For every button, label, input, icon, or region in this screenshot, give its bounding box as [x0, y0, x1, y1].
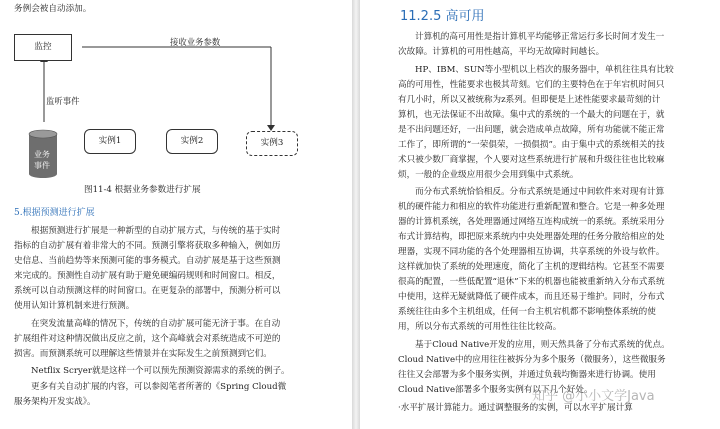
r-para1-line: 次故障。计算机的可用性越高，平均无故障时间越长。	[398, 47, 605, 57]
instance1-box: 实例1	[84, 129, 136, 154]
r-para4-line: ·水平扩展计算能力。通过调整服务的实例，可以水平扩展计算	[398, 403, 633, 413]
db-label-2: 事件	[34, 161, 50, 170]
subheading-predictive-scaling: 5.根据预测进行扩展	[14, 208, 95, 218]
r-para4-line: 基于Cloud Native开发的应用，则天然具备了分布式系统的优点。	[415, 340, 670, 350]
r-para2-line: 算机，也无法保证不出故障。集中式的系统的一个最大的问题在于，就	[398, 110, 665, 120]
para2-line: 在突发流量高峰的情况下，传统的自动扩展可能无济于事。在自动	[31, 319, 281, 329]
r-para3-line: 用，所以分布式系统的可用性往往比较高。	[398, 322, 562, 332]
r-para3-line: 这样就加快了系统的处理速度，简化了主机的逻辑结构。它甚至不需要	[398, 262, 665, 272]
watermark: 知乎 @小小文学Java	[532, 389, 655, 404]
r-para3-line: 布式计算结构，即把原来系统内中央处理器处理的任务分散给相应的处	[398, 232, 665, 242]
para1-line: 来完成的。预测性自动扩展有助于避免硬编码规则和时间窗口。相反，	[14, 271, 281, 281]
para3-line: Netflix Scryer就是这样一个可以预先预测资源需求的系统的例子。	[31, 366, 290, 376]
r-para3-line: 很高的配置，一些低配置“退休”下来的机器也能被重新纳入分布式系统	[398, 277, 665, 287]
r-para2-line: 是不出问题还好，一出问题，就会造成单点故障，所有功能就不能正常	[398, 125, 665, 135]
para1-line: 根据预测进行扩展是一种新型的自动扩展方式，与传统的基于实时	[31, 226, 281, 236]
book-gutter	[352, 0, 360, 429]
r-para3-line: 器的计算机系统，各处理器通过网络互连构成统一的系统。系统采用分	[398, 217, 665, 227]
r-para4-line: Cloud Native部署多个服务实例有以下几个好处。	[398, 385, 593, 395]
para1-line: 使用认知计算机制来进行预测。	[14, 301, 135, 311]
section-title: 11.2.5 高可用	[400, 9, 485, 24]
para4-line: 更多有关自动扩展的内容，可以参阅笔者所著的《Spring Cloud微	[31, 382, 287, 392]
r-para2-line: 工作了，即所谓的“一荣俱荣，一损俱损”。由于集中式的系统相关的技	[398, 140, 665, 150]
monitor-box: 监控	[14, 34, 72, 61]
r-para3-line: 理器，实现不同功能的各个处理器相互协调，共享系统的外设与软件。	[398, 247, 665, 257]
top-line: 务例会被自动添加。	[14, 4, 92, 14]
left-page	[0, 0, 352, 429]
instance3-box: 实例3	[246, 131, 298, 156]
r-para2-line: HP、IBM、SUN等小型机以上档次的服务器中，单机往往具有比较	[415, 65, 674, 75]
para1-line: 指标的自动扩展有着非常大的不同。预测引擎将获取多种输入，例如历	[14, 241, 281, 251]
r-para4-line: Cloud Native中的应用往往被拆分为多个服务（微服务），这些微服务	[398, 355, 666, 365]
receive-params-label: 接收业务参数	[170, 37, 221, 47]
r-para1-line: 计算机的高可用性是指计算机平均能够正常运行多长时间才发生一	[415, 32, 665, 42]
para1-line: 史信息、当前趋势等来预测可能的事务模式。自动扩展是基于这些预测	[14, 256, 281, 266]
para2-line: 扩展组件对这种情况做出反应之前，这个高峰就会对系统造成不可逆的	[14, 334, 281, 344]
figure-caption: 图11-4 根据业务参数进行扩展	[84, 185, 201, 195]
r-para4-line: 往往又会部署为多个服务实例，并通过负载均衡器来进行协调。使用	[398, 370, 656, 380]
para4-line: 服务架构开发实战》。	[14, 397, 96, 407]
r-para2-line: 有几小时，所以又被统称为z系列。但即便是上述性能要求最苛刻的计	[398, 95, 661, 105]
r-para2-line: 术只被少数厂商掌握，个人要对这些系统进行扩展和升级往往也比较麻	[398, 155, 665, 165]
listen-events-label: 监听事件	[46, 96, 80, 106]
para2-line: 损害。而预测系统可以理解这些情景并在实际发生之前预测到它们。	[14, 349, 272, 359]
para1-line: 系统可以自动预测这样的时间窗口。在更复杂的部署中，预测分析可以	[14, 286, 281, 296]
r-para3-line: 中使用，这样无疑就降低了硬件成本，而且还易于维护。同时，分布式	[398, 292, 665, 302]
r-para3-line: 系统往往由多个主机组成，任何一台主机宕机都不影响整体系统的使	[398, 307, 656, 317]
r-para3-line: 机的硬件能力和相应的软件功能进行重新配置和整合。它是一种多处理	[398, 202, 665, 212]
r-para3-line: 而分布式系统恰恰相反。分布式系统是通过中间软件来对现有计算	[415, 187, 665, 197]
instance2-box: 实例2	[166, 129, 218, 154]
r-para2-line: 高的可用性，性能要求也极其苛刻。它们的主要特色在于年宕机时间只	[398, 80, 665, 90]
r-para2-line: 烦，一般的企业级应用很少会用到集中式系统。	[398, 170, 579, 180]
right-page	[360, 0, 720, 429]
db-label-1: 业务	[34, 150, 50, 159]
